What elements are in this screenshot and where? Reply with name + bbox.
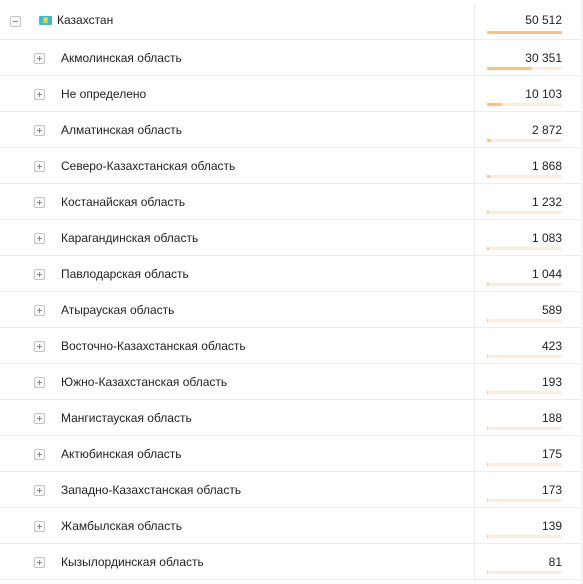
share-bar-track bbox=[487, 355, 562, 358]
region-value: 188 bbox=[541, 411, 562, 425]
region-label: Акмолинская область bbox=[61, 51, 182, 65]
value-cell bbox=[475, 364, 583, 399]
region-label: Костанайская область bbox=[61, 195, 186, 209]
region-value: 10 103 bbox=[525, 87, 562, 101]
table-row bbox=[0, 256, 583, 292]
table-row bbox=[0, 436, 583, 472]
share-bar-track bbox=[487, 67, 562, 70]
value-cell bbox=[475, 508, 583, 543]
share-bar-track bbox=[487, 175, 562, 178]
name-cell bbox=[0, 256, 475, 291]
region-label: Южно-Казахстанская область bbox=[61, 375, 228, 389]
table-row bbox=[0, 472, 583, 508]
share-bar-fill bbox=[487, 283, 489, 286]
region-value: 175 bbox=[541, 447, 562, 461]
region-tree-table bbox=[0, 4, 583, 580]
value-cell bbox=[475, 148, 583, 183]
share-bar-fill bbox=[487, 31, 562, 34]
share-bar-track bbox=[487, 211, 562, 214]
share-bar-fill bbox=[487, 499, 488, 502]
share-bar-fill bbox=[487, 463, 488, 466]
table-row bbox=[0, 508, 583, 544]
expand-toggle-icon[interactable] bbox=[34, 125, 45, 136]
table-row bbox=[0, 400, 583, 436]
share-bar-track bbox=[487, 319, 562, 322]
share-bar-track bbox=[487, 103, 562, 106]
share-bar-fill bbox=[487, 139, 491, 142]
share-bar-track bbox=[487, 535, 562, 538]
value-cell bbox=[475, 472, 583, 507]
value-cell bbox=[475, 328, 583, 363]
region-label: Восточно-Казахстанская область bbox=[61, 339, 246, 353]
table-row bbox=[0, 292, 583, 328]
expand-toggle-icon[interactable] bbox=[34, 449, 45, 460]
share-bar-track bbox=[487, 31, 562, 34]
expand-toggle-icon[interactable] bbox=[34, 197, 45, 208]
share-bar-track bbox=[487, 247, 562, 250]
region-label: Кызылординская область bbox=[61, 555, 204, 569]
expand-toggle-icon[interactable] bbox=[34, 485, 45, 496]
share-bar-track bbox=[487, 427, 562, 430]
name-cell bbox=[0, 544, 475, 579]
region-value: 1 232 bbox=[531, 195, 562, 209]
share-bar-fill bbox=[487, 391, 488, 394]
share-bar-track bbox=[487, 499, 562, 502]
value-cell bbox=[475, 436, 583, 471]
table-row bbox=[0, 220, 583, 256]
share-bar-fill bbox=[487, 67, 532, 70]
share-bar-track bbox=[487, 463, 562, 466]
share-bar-fill bbox=[487, 103, 502, 106]
name-cell bbox=[0, 364, 475, 399]
region-label: Алматинская область bbox=[61, 123, 182, 137]
share-bar-track bbox=[487, 571, 562, 574]
value-cell bbox=[475, 292, 583, 327]
region-value: 2 872 bbox=[531, 123, 562, 137]
region-value: 193 bbox=[541, 375, 562, 389]
name-cell bbox=[0, 508, 475, 543]
name-cell bbox=[0, 220, 475, 255]
name-cell bbox=[0, 184, 475, 219]
table-row bbox=[0, 184, 583, 220]
child-rows bbox=[0, 40, 583, 580]
share-bar-fill bbox=[487, 427, 488, 430]
value-cell bbox=[475, 400, 583, 435]
region-value: 1 044 bbox=[531, 267, 562, 281]
region-label: Мангистауская область bbox=[61, 411, 192, 425]
table-row bbox=[0, 364, 583, 400]
name-cell bbox=[0, 40, 475, 75]
share-bar-fill bbox=[487, 175, 490, 178]
value-cell bbox=[475, 220, 583, 255]
name-cell bbox=[0, 436, 475, 471]
name-cell bbox=[0, 76, 475, 111]
root-value: 50 512 bbox=[525, 13, 562, 27]
expand-toggle-icon[interactable] bbox=[34, 269, 45, 280]
name-cell bbox=[0, 400, 475, 435]
expand-toggle-icon[interactable] bbox=[34, 413, 45, 424]
collapse-toggle-icon[interactable] bbox=[10, 16, 21, 27]
region-label: Западно-Казахстанская область bbox=[61, 483, 242, 497]
expand-toggle-icon[interactable] bbox=[34, 377, 45, 388]
expand-toggle-icon[interactable] bbox=[34, 341, 45, 352]
region-label: Не определено bbox=[61, 87, 147, 101]
region-label: Павлодарская область bbox=[61, 267, 189, 281]
share-bar-fill bbox=[487, 535, 488, 538]
expand-toggle-icon[interactable] bbox=[34, 305, 45, 316]
expand-toggle-icon[interactable] bbox=[34, 557, 45, 568]
region-label: Жамбылская область bbox=[61, 519, 182, 533]
share-bar-fill bbox=[487, 355, 488, 358]
expand-toggle-icon[interactable] bbox=[34, 53, 45, 64]
value-cell bbox=[475, 4, 583, 39]
region-value: 589 bbox=[541, 303, 562, 317]
expand-toggle-icon[interactable] bbox=[34, 521, 45, 532]
region-label: Атырауская область bbox=[61, 303, 175, 317]
name-cell bbox=[0, 4, 475, 39]
table-row bbox=[0, 112, 583, 148]
share-bar-fill bbox=[487, 319, 488, 322]
table-row-root bbox=[0, 4, 583, 40]
table-row bbox=[0, 76, 583, 112]
region-value: 423 bbox=[541, 339, 562, 353]
value-cell bbox=[475, 256, 583, 291]
region-value: 30 351 bbox=[525, 51, 562, 65]
value-cell bbox=[475, 40, 583, 75]
value-cell bbox=[475, 112, 583, 147]
name-cell bbox=[0, 148, 475, 183]
region-label: Карагандинская область bbox=[61, 231, 199, 245]
value-cell bbox=[475, 76, 583, 111]
share-bar-track bbox=[487, 283, 562, 286]
share-bar-fill bbox=[487, 211, 489, 214]
name-cell bbox=[0, 292, 475, 327]
name-cell bbox=[0, 472, 475, 507]
share-bar-fill bbox=[487, 571, 488, 574]
table-row bbox=[0, 544, 583, 580]
value-cell bbox=[475, 544, 583, 579]
share-bar-track bbox=[487, 391, 562, 394]
region-value: 1 083 bbox=[531, 231, 562, 245]
root-label: Казахстан bbox=[57, 13, 114, 27]
region-value: 1 868 bbox=[531, 159, 562, 173]
value-cell bbox=[475, 184, 583, 219]
expand-toggle-icon[interactable] bbox=[34, 161, 45, 172]
expand-toggle-icon[interactable] bbox=[34, 233, 45, 244]
table-row bbox=[0, 328, 583, 364]
name-cell bbox=[0, 112, 475, 147]
share-bar-fill bbox=[487, 247, 489, 250]
share-bar-track bbox=[487, 139, 562, 142]
region-label: Актюбинская область bbox=[61, 447, 182, 461]
table-row bbox=[0, 148, 583, 184]
name-cell bbox=[0, 328, 475, 363]
region-value: 173 bbox=[541, 483, 562, 497]
table-row bbox=[0, 40, 583, 76]
expand-toggle-icon[interactable] bbox=[34, 89, 45, 100]
region-value: 139 bbox=[541, 519, 562, 533]
region-label: Северо-Казахстанская область bbox=[61, 159, 236, 173]
region-value: 81 bbox=[548, 555, 562, 569]
kazakhstan-flag-icon bbox=[39, 16, 52, 25]
